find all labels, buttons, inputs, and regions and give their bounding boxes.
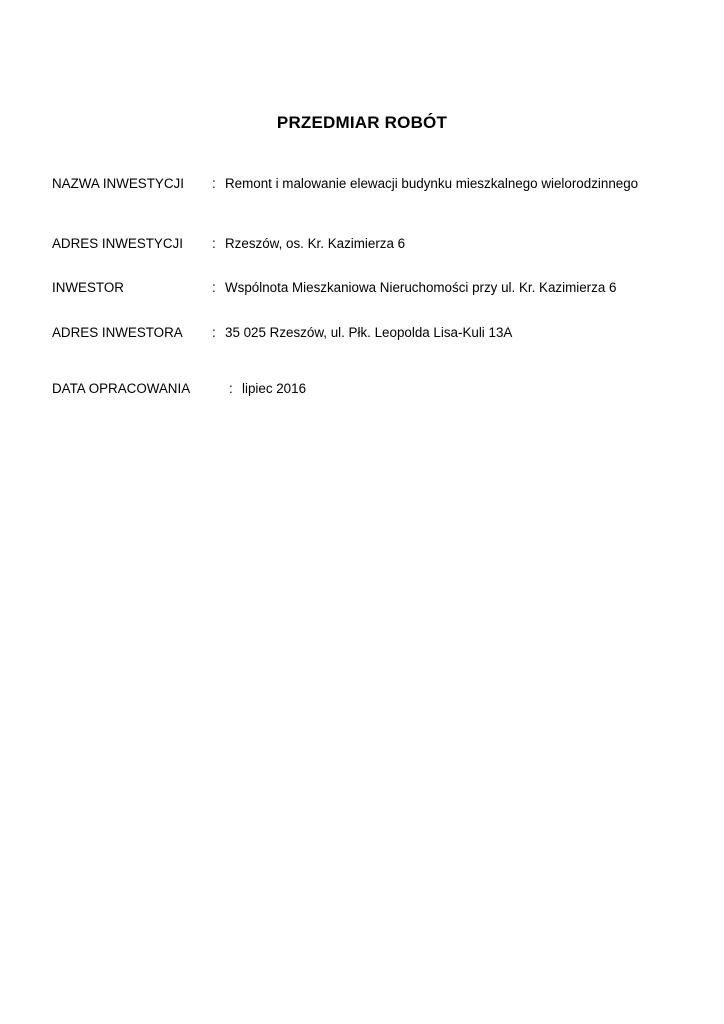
- document-title: PRZEDMIAR ROBÓT: [276, 113, 448, 132]
- field-label: ADRES INWESTYCJI: [52, 236, 183, 251]
- field-label: INWESTOR: [52, 280, 124, 295]
- field-label: DATA OPRACOWANIA: [52, 381, 191, 396]
- field-separator: :: [229, 381, 233, 396]
- field-label: ADRES INWESTORA: [52, 325, 183, 340]
- field-separator: :: [212, 236, 216, 251]
- field-separator: :: [212, 280, 216, 295]
- field-value: Remont i malowanie elewacji budynku mieszkalnego wielorodzinnego: [225, 176, 639, 191]
- field-value: lipiec 2016: [242, 381, 307, 396]
- field-separator: :: [212, 176, 216, 191]
- field-separator: :: [212, 325, 216, 340]
- field-value: Wspólnota Mieszkaniowa Nieruchomości przy ul. Kr. Kazimierza 6: [225, 280, 617, 295]
- field-label: NAZWA INWESTYCJI: [52, 176, 184, 191]
- field-value: 35 025 Rzeszów, ul. Płk. Leopolda Lisa-Kuli 13A: [225, 325, 513, 340]
- field-value: Rzeszów, os. Kr. Kazimierza 6: [225, 236, 406, 251]
